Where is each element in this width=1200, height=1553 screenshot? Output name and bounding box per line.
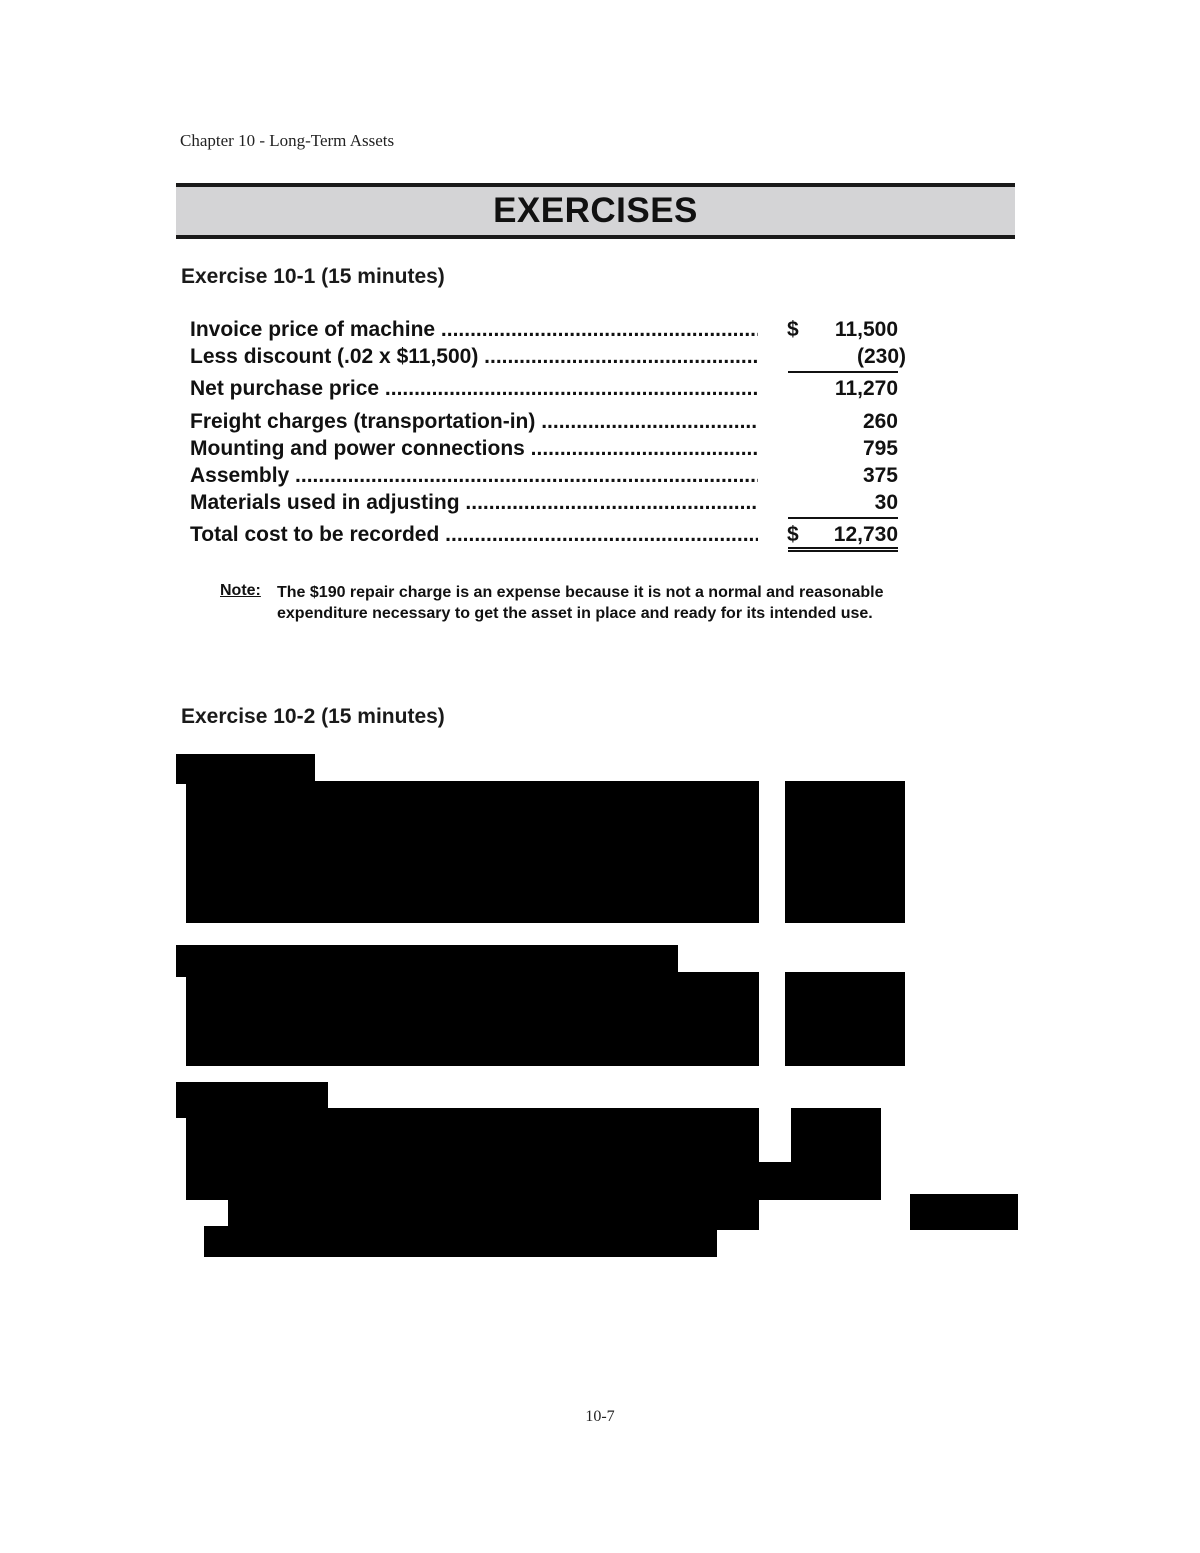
dollar-sign: $: [787, 318, 799, 341]
total-double-rule: [788, 547, 898, 552]
row-label: Mounting and power connections .....: [190, 437, 758, 461]
redaction-box: [186, 1108, 759, 1200]
redaction-box: [186, 781, 759, 923]
section-title: EXERCISES: [493, 191, 698, 230]
redaction-box: [186, 972, 759, 1066]
section-banner: [176, 183, 1015, 239]
row-amount: 11,500: [834, 318, 898, 341]
redaction-box: [204, 1226, 717, 1257]
redaction-box: [791, 1108, 881, 1200]
redaction-box: [228, 1196, 759, 1230]
table-row: [190, 437, 910, 464]
table-row: [190, 345, 910, 372]
dollar-sign: $: [787, 523, 799, 546]
table-row: [190, 318, 910, 345]
row-label: Total cost to be recorded .....: [190, 523, 758, 547]
redaction-box: [910, 1194, 1018, 1230]
row-amount: 30: [874, 491, 898, 514]
subtotal-rule: [788, 371, 898, 373]
row-amount: (230): [856, 345, 906, 368]
table-row: [190, 523, 910, 550]
note-label: Note:: [220, 582, 261, 599]
row-amount: 795: [862, 437, 898, 460]
table-row: [190, 491, 910, 518]
row-amount: 375: [862, 464, 898, 487]
row-label: Invoice price of machine .....: [190, 318, 758, 342]
subtotal-rule: [788, 517, 898, 519]
table-row: [190, 464, 910, 491]
row-label: Assembly .....: [190, 464, 758, 488]
row-label: Freight charges (transportation-in) .....: [190, 410, 758, 434]
redaction-box: [785, 972, 905, 1066]
chapter-header: Chapter 10 - Long-Term Assets: [180, 131, 395, 150]
redaction-box: [176, 754, 315, 784]
row-amount: 12,730: [833, 523, 898, 546]
page-number: 10-7: [585, 1408, 615, 1425]
table-row: [190, 410, 910, 437]
row-label: Materials used in adjusting .....: [190, 491, 758, 515]
row-amount: 260: [862, 410, 898, 433]
exercise-10-2-heading: Exercise 10-2 (15 minutes): [181, 705, 445, 728]
table-row: [190, 377, 910, 404]
redaction-box: [785, 781, 905, 923]
row-label: Less discount (.02 x $11,500) .....: [190, 345, 758, 369]
note-text: The $190 repair charge is an expense because it is not a normal and reasonable expenditure necessary to get the asset in place and ready for its intended use.: [277, 584, 884, 622]
exercise-10-1-heading: Exercise 10-1 (15 minutes): [181, 265, 445, 288]
row-label: Net purchase price .....: [190, 377, 758, 401]
row-amount: 11,270: [834, 377, 898, 400]
